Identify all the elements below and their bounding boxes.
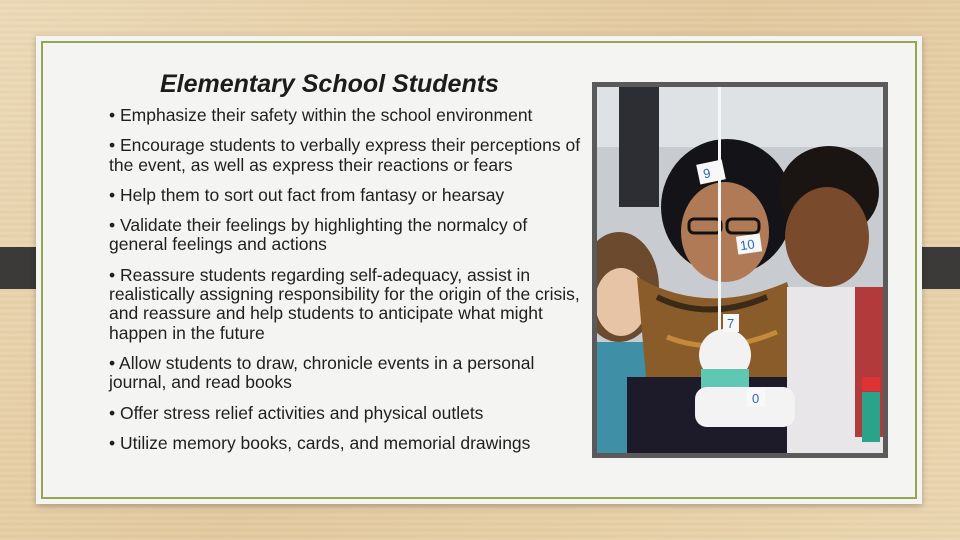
photo-label-text: 10 bbox=[739, 236, 756, 254]
photo-green-object bbox=[862, 392, 880, 442]
photo-doorframe bbox=[619, 87, 659, 207]
bullet-item: • Utilize memory books, cards, and memorial drawings bbox=[109, 432, 531, 453]
bullet-item: • Offer stress relief activities and physical outlets bbox=[109, 402, 484, 423]
bullet-item: • Validate their feelings by highlighting the normalcy of general feelings and actions bbox=[109, 215, 528, 255]
photo-label-text: 0 bbox=[752, 391, 760, 406]
classroom-photo bbox=[592, 82, 888, 458]
right-edge-tab bbox=[918, 247, 960, 289]
classroom-photo-illustration bbox=[597, 87, 883, 453]
photo-gloved-hand bbox=[695, 387, 795, 427]
slide-title: Elementary School Students bbox=[160, 70, 499, 98]
bullet-item: • Allow students to draw, chronicle events in a personal journal, and read books bbox=[109, 352, 535, 393]
photo-boy-face bbox=[785, 187, 869, 287]
bullet-item: • Emphasize their safety within the school environment bbox=[109, 105, 533, 125]
bullet-list bbox=[109, 106, 587, 464]
photo-red-object bbox=[862, 377, 880, 391]
bullet-item: • Encourage students to verbally express their perceptions of the event, as well as express their reactions or fears bbox=[109, 135, 581, 175]
photo-label-text: 9 bbox=[701, 165, 712, 182]
photo-label-text: 7 bbox=[727, 316, 735, 331]
bullet-item: • Reassure students regarding self-adequacy, assist in realistically assigning responsibility for the origin of the crisis, and reassure and help students to anticipate what might happen in the future bbox=[109, 264, 580, 343]
bullet-item: • Help them to sort out fact from fantasy or hearsay bbox=[109, 184, 505, 205]
